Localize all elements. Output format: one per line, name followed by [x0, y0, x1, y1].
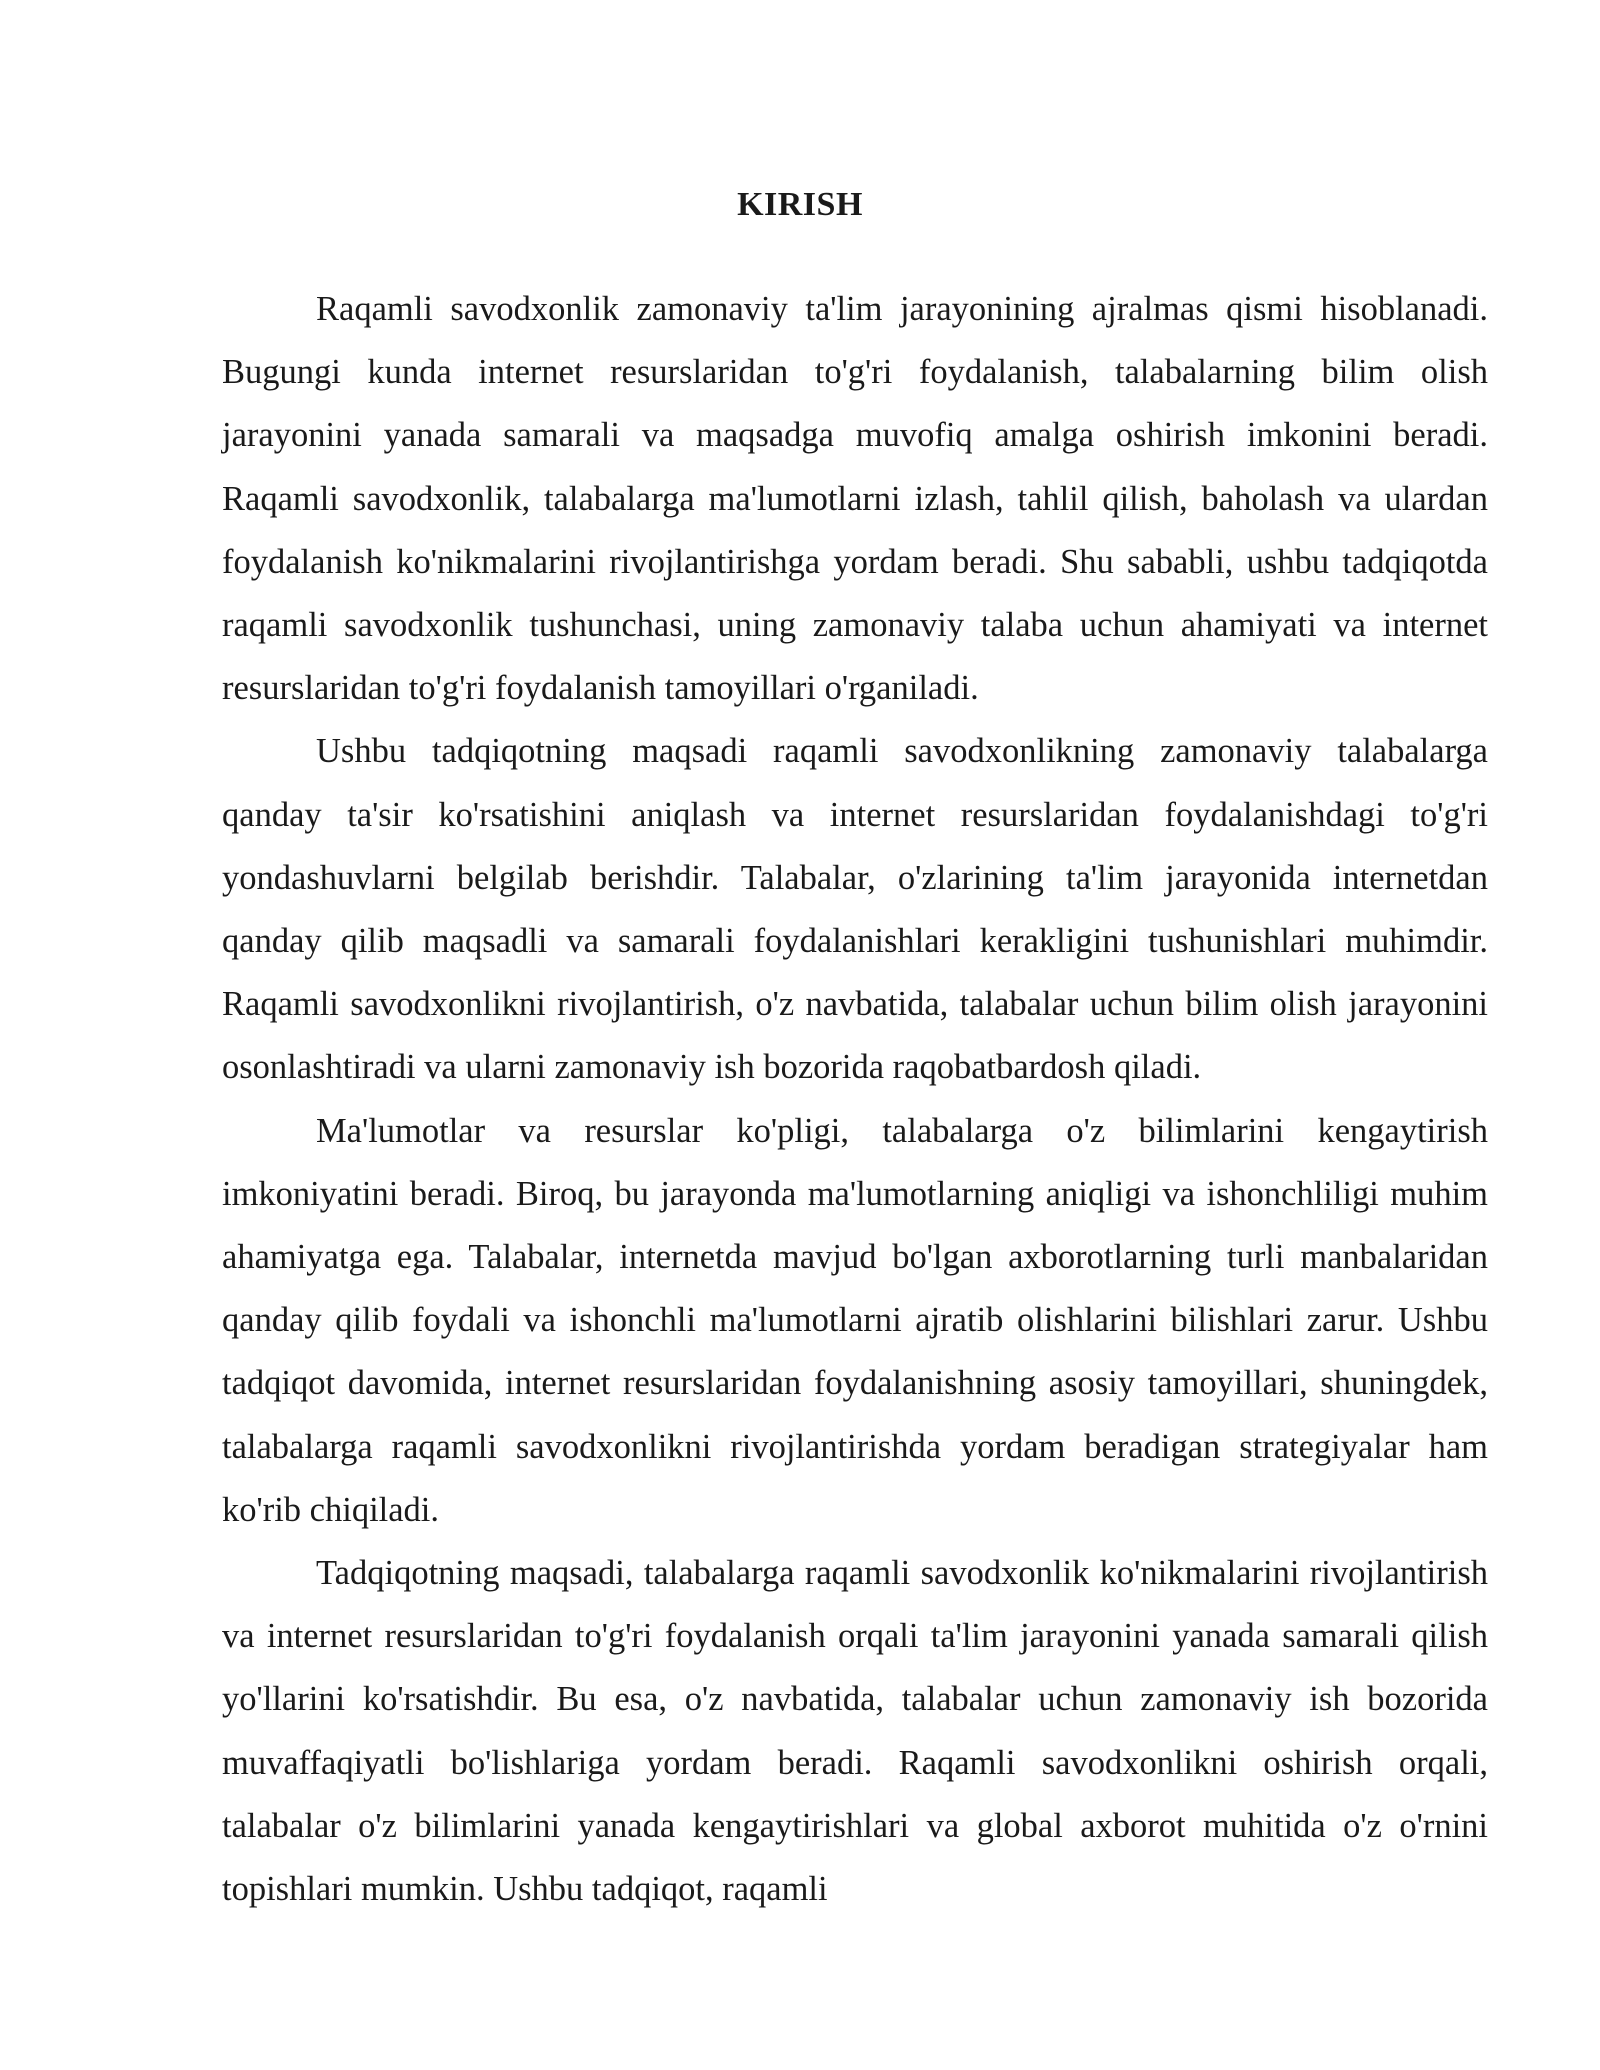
paragraph-2: Ushbu tadqiqotning maqsadi raqamli savodxonlikning zamonaviy talabalarga qanday ta'sir ko'rsatishini aniqlash va internet resurslaridan foydalanishdagi to'g'ri yondashuvlarni belgilab berishdir. Talabalar, o'zlarining ta'lim jarayonida internetdan qanday qilib maqsadli va samarali foydalanishlari kerakligini tushunishlari muhimdir. Raqamli savodxonlikni rivojlantirish, o'z navbatida, talabalar uchun bilim olish jarayonini osonlashtiradi va ularni zamonaviy ish bozorida raqobatbardosh qiladi.	[222, 732, 1488, 1087]
paragraph-3: Ma'lumotlar va resurslar ko'pligi, talabalarga o'z bilimlarini kengaytirish imkoniyatini beradi. Biroq, bu jarayonda ma'lumotlarning aniqligi va ishonchliligi muhim ahamiyatga ega. Talabalar, internetda mavjud bo'lgan axborotlarning turli manbalaridan qanday qilib foydali va ishonchli ma'lumotlarni ajratib olishlarini bilishlari zarur. Ushbu tadqiqot davomida, internet resurslaridan foydalanishning asosiy tamoyillari, shuningdek, talabalarga raqamli savodxonlikni rivojlantirishda yordam beradigan strategiyalar ham ko'rib chiqiladi.	[222, 1111, 1488, 1529]
paragraph-4: Tadqiqotning maqsadi, talabalarga raqamli savodxonlik ko'nikmalarini rivojlantirish va internet resurslaridan to'g'ri foydalanish orqali ta'lim jarayonini yanada samarali qilish yo'llarini ko'rsatishdir. Bu esa, o'z navbatida, talabalar uchun zamonaviy ish bozorida muvaffaqiyatli bo'lishlariga yordam beradi. Raqamli savodxonlikni oshirish orqali, talabalar o'z bilimlarini yanada kengaytirishlari va global axborot muhitida o'z o'rnini topishlari mumkin. Ushbu tadqiqot, raqamli	[222, 1554, 1488, 1909]
document-body	[222, 278, 1488, 1921]
paragraph-1: Raqamli savodxonlik zamonaviy ta'lim jarayonining ajralmas qismi hisoblanadi. Bugungi kunda internet resurslaridan to'g'ri foydalanish, talabalarning bilim olish jarayonini yanada samarali va maqsadga muvofiq amalga oshirish imkonini beradi. Raqamli savodxonlik, talabalarga ma'lumotlarni izlash, tahlil qilish, baholash va ulardan foydalanish ko'nikmalarini rivojlantirishga yordam beradi. Shu sababli, ushbu tadqiqotda raqamli savodxonlik tushunchasi, uning zamonaviy talaba uchun ahamiyati va internet resurslaridan to'g'ri foydalanish tamoyillari o'rganiladi.	[222, 290, 1488, 708]
page-title: KIRISH	[737, 186, 863, 223]
